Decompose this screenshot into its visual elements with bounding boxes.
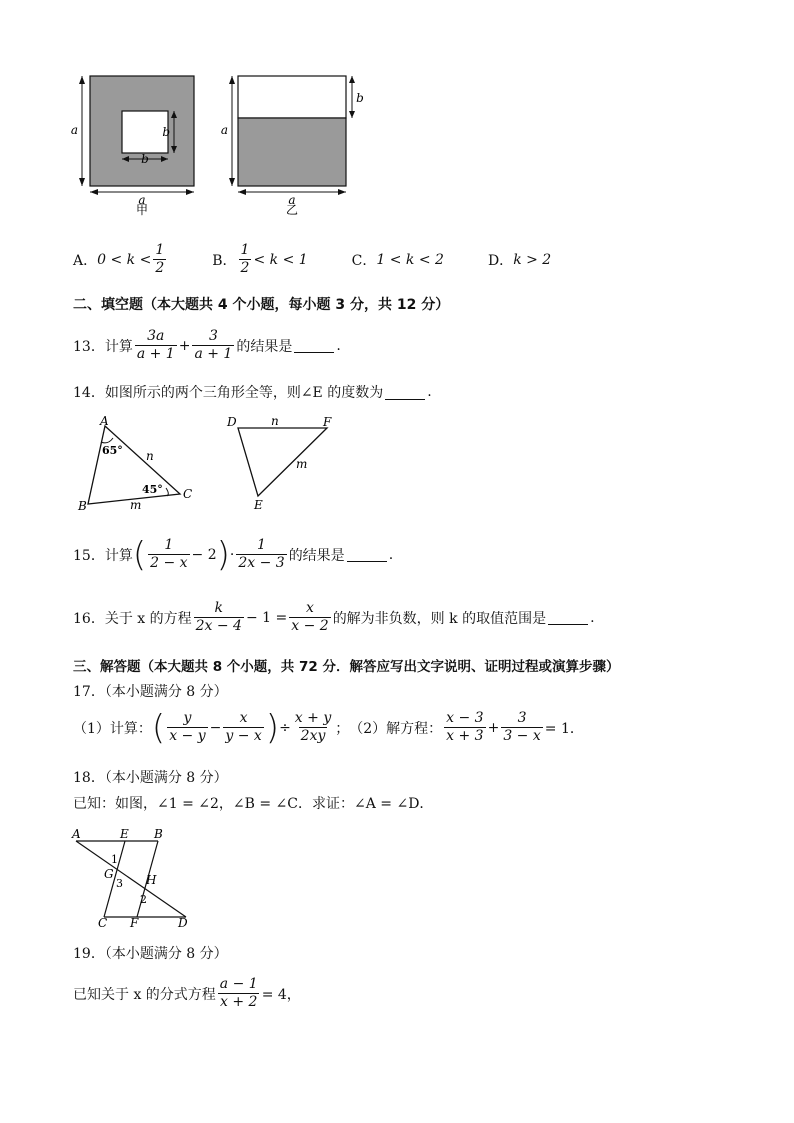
label-b-inner-vertical: b (162, 125, 170, 139)
q17-p1-minus: − (209, 719, 222, 736)
question-13 (73, 328, 341, 363)
q17-p1-f2-den: y − x (225, 728, 262, 744)
q15-f1-num: 1 (164, 537, 174, 553)
q18-label-f: F (130, 916, 139, 928)
q18-header: 18．（本小题满分 8 分） (73, 770, 228, 786)
question-16 (73, 600, 595, 635)
option-a[interactable] (73, 242, 168, 277)
vertex-a: A (100, 414, 109, 428)
q13-fraction-2 (192, 328, 234, 363)
option-b-text: < k < 1 (253, 251, 308, 268)
q15-f2-num: 1 (257, 537, 266, 553)
q14-answer-blank[interactable] (385, 385, 425, 400)
q13-suffix: 的结果是 (236, 338, 293, 355)
q19-header: 19．（本小题满分 8 分） (73, 946, 228, 962)
q17-p1-divide: ÷ (279, 719, 291, 736)
question-15 (73, 534, 394, 575)
angle-a-label: 65° (102, 444, 123, 457)
option-c[interactable] (352, 250, 444, 270)
q15-f2-den: 2x − 3 (238, 555, 285, 571)
q18-angle-2: 2 (140, 893, 147, 906)
q16-middle: − 1 = (245, 609, 288, 626)
q17-part1-label: （1）计算： (73, 720, 152, 737)
q17-p2-f1-num: x − 3 (446, 710, 484, 726)
q18-label-a: A (72, 827, 81, 841)
q17-p2-f2-den: 3 − x (503, 728, 541, 744)
q13-f1-num: 3a (147, 328, 165, 344)
q16-answer-blank[interactable] (548, 610, 588, 625)
q13-f2-num: 3 (208, 328, 218, 344)
side-n-left: n (146, 449, 154, 463)
q16-fraction-1 (194, 600, 244, 635)
q13-f1-den: a + 1 (136, 346, 175, 362)
q17-p1-f2-num: x (239, 710, 248, 726)
q13-prefix: 13．计算 (73, 338, 133, 355)
q17-p1-f3-den: 2xy (300, 728, 326, 744)
q15-suffix: 的结果是 (288, 547, 345, 564)
q14-end: . (427, 384, 432, 400)
q13-answer-blank[interactable] (294, 338, 334, 353)
q17-p1-fraction-3 (293, 710, 333, 745)
q16-end: . (590, 609, 595, 626)
vertex-b: B (78, 499, 87, 513)
q18-label-c: C (98, 916, 108, 928)
label-a-bottom-right: a (288, 193, 296, 207)
option-a-fraction (153, 242, 166, 277)
q17-header: 17．（本小题满分 8 分） (73, 684, 228, 700)
q19-f-num: a − 1 (219, 976, 258, 992)
vertex-d: D (227, 415, 237, 429)
q18-angle-1: 1 (111, 853, 118, 866)
q15-minus-two: − 2 (191, 546, 217, 563)
q18-text: 已知：如图，∠1 = ∠2，∠B = ∠C．求证：∠A = ∠D． (73, 796, 434, 812)
q15-dot: · (229, 546, 235, 563)
q17-p1-fraction-2 (223, 710, 263, 745)
q15-fraction-1 (148, 537, 189, 572)
option-d[interactable] (488, 250, 551, 270)
q17-p2-equals: = 1． (544, 720, 584, 737)
q16-fraction-2 (289, 600, 330, 635)
q12-options (73, 242, 595, 277)
option-b-letter: B． (212, 252, 237, 269)
vertex-e: E (254, 498, 263, 512)
q18-label-g: G (104, 867, 114, 881)
question-19-body (73, 976, 301, 1011)
option-c-letter: C． (351, 252, 377, 269)
q15-right-paren: ) (216, 534, 230, 575)
option-d-letter: D． (487, 252, 514, 269)
q16-f2-num: x (306, 600, 314, 616)
q18-label-e: E (120, 827, 129, 841)
figure-q18 (68, 824, 198, 928)
option-d-text: k > 2 (513, 251, 552, 268)
option-b[interactable] (212, 242, 307, 277)
q17-p2-f1-den: x + 3 (446, 728, 484, 744)
option-b-num: 1 (240, 242, 250, 258)
option-a-letter: A． (73, 252, 98, 269)
side-n-right: n (271, 414, 279, 428)
option-a-num: 1 (155, 242, 165, 258)
q15-f1-den: 2 − x (150, 555, 188, 571)
q17-separator: ； (335, 720, 350, 737)
label-a-right: a (220, 123, 228, 137)
caption-jia: 甲 (135, 203, 149, 217)
label-a-bottom-left: a (138, 193, 146, 207)
label-b-right: b (356, 91, 364, 105)
q15-end: . (388, 546, 394, 563)
q16-f1-num: k (214, 600, 224, 616)
figure-triangles (70, 412, 350, 516)
q19-f-den: x + 2 (220, 994, 258, 1010)
option-b-fraction (239, 242, 252, 277)
q17-p2-fraction-1 (444, 710, 485, 745)
q18-label-h: H (146, 873, 157, 887)
q13-end: . (336, 337, 341, 354)
question-14 (73, 382, 432, 402)
q17-p1-fraction-1 (167, 710, 207, 745)
figure-squares (70, 68, 370, 218)
section-3-heading: 三、解答题（本大题共 8 个小题，共 72 分．解答应写出文字说明、证明过程或演算步骤） (73, 659, 620, 675)
q15-fraction-2 (236, 537, 286, 572)
side-m-left: m (130, 498, 142, 512)
label-a-left: a (70, 123, 78, 137)
q17-p2-f2-num: 3 (517, 710, 527, 726)
question-17-body (73, 707, 584, 748)
q15-left-paren: ( (132, 534, 147, 575)
vertex-f: F (323, 415, 332, 429)
angle-c-label: 45° (142, 483, 163, 496)
q19-fraction (218, 976, 260, 1011)
q17-p1-f1-num: y (183, 710, 192, 726)
option-b-den: 2 (240, 260, 250, 276)
q17-right-paren: ) (265, 707, 280, 748)
q13-fraction-1 (135, 328, 177, 363)
q17-p1-f3-num: x + y (294, 710, 332, 726)
q15-answer-blank[interactable] (347, 547, 387, 562)
option-a-text: 0 < k < (97, 251, 152, 268)
q15-prefix: 15．计算 (73, 547, 133, 564)
section-2-heading: 二、填空题（本大题共 4 个小题，每小题 3 分，共 12 分） (73, 297, 450, 313)
q19-prefix: 已知关于 x 的分式方程 (73, 986, 216, 1003)
q17-p2-fraction-2 (501, 710, 542, 745)
q19-suffix: = 4， (261, 986, 301, 1003)
q18-label-b: B (154, 827, 163, 841)
label-b-inner-horizontal: b (141, 152, 149, 166)
option-c-text: 1 < k < 2 (376, 251, 444, 268)
q17-part2-label: （2）解方程： (349, 720, 443, 737)
caption-yi: 乙 (285, 203, 299, 217)
q16-f1-den: 2x − 4 (195, 618, 242, 634)
vertex-c: C (183, 487, 193, 501)
q13-f2-den: a + 1 (194, 346, 233, 362)
q16-prefix: 16．关于 x 的方程 (73, 610, 192, 627)
q17-p2-plus: + (487, 719, 500, 736)
q17-p1-f1-den: x − y (169, 728, 206, 744)
q17-left-paren: ( (151, 707, 166, 748)
option-a-den: 2 (155, 260, 165, 276)
side-m-right: m (296, 457, 308, 471)
q18-angle-3: 3 (116, 877, 123, 890)
q18-label-d: D (178, 916, 188, 928)
q16-suffix: 的解为非负数，则 k 的取值范围是 (332, 610, 547, 627)
q13-plus: + (178, 337, 191, 354)
q14-text: 14．如图所示的两个三角形全等，则∠E 的度数为 (73, 385, 384, 401)
q16-f2-den: x − 2 (291, 618, 329, 634)
